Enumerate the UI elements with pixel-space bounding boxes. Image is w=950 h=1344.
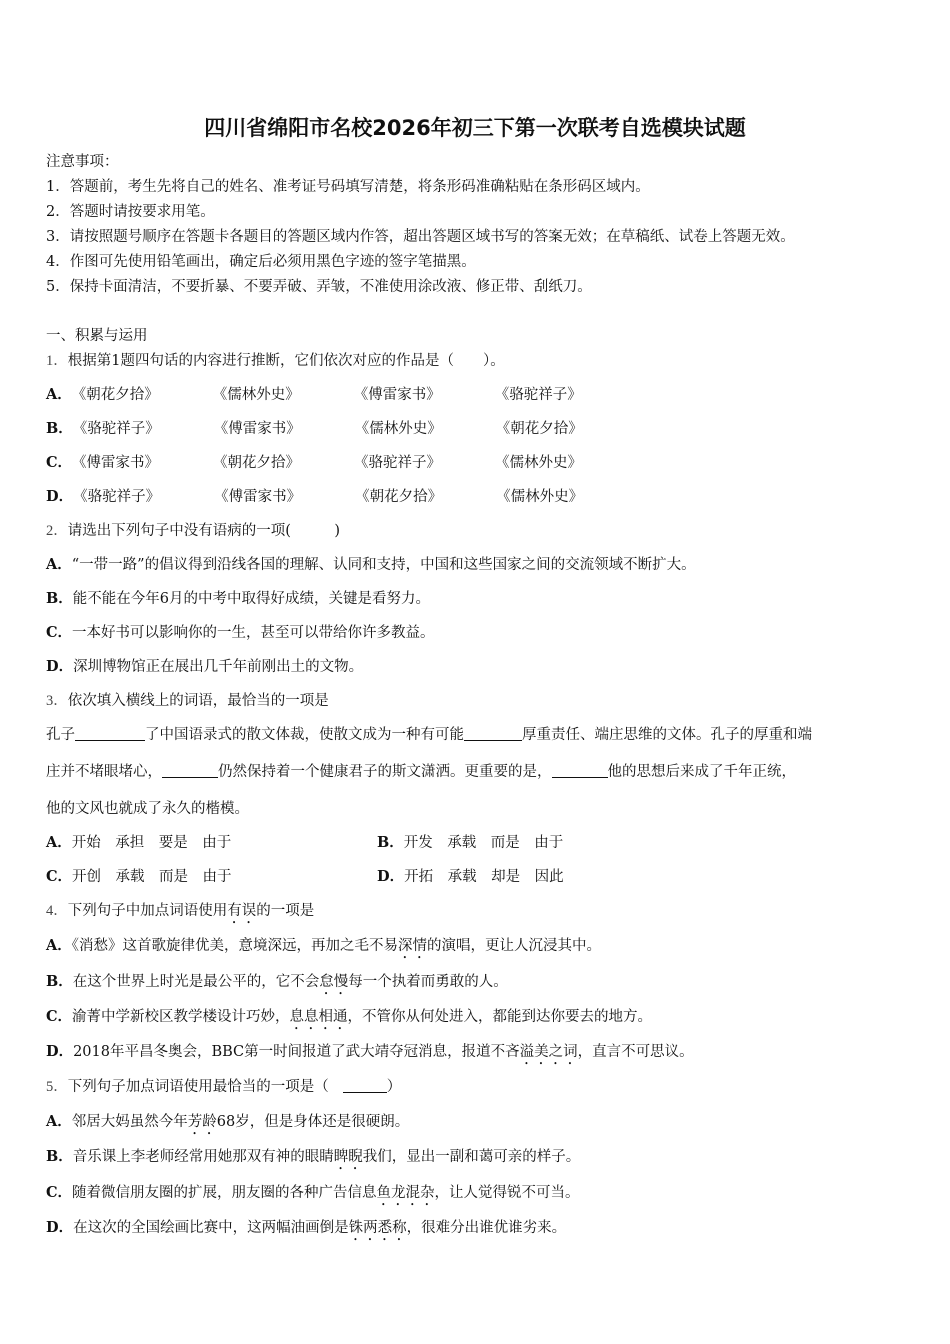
option-label: A． [46, 937, 72, 954]
q4-option-c[interactable] [46, 1008, 652, 1033]
option-label: D． [46, 1219, 74, 1236]
notice-item: 2．答题时请按要求用笔。 [46, 204, 215, 220]
q5-option-c[interactable] [46, 1184, 580, 1209]
question-5 [46, 1078, 401, 1096]
q1-option-d[interactable] [46, 488, 637, 506]
option-work: 《傅雷家书》 [353, 387, 441, 403]
question-stem: 下列句子加点词语使用最恰当的一项是（ [67, 1079, 329, 1095]
passage-text: 厚重责任、端庄思维的文体。孔子的厚重和端 [522, 727, 812, 743]
question-3 [46, 692, 329, 710]
question-1 [46, 352, 505, 370]
q5-option-d[interactable] [46, 1219, 566, 1244]
option-text: “一带一路”的倡议得到沿线各国的理解、认同和支持，中国和这些国家之间的交流领域不断扩大。 [71, 557, 696, 573]
option-text: 邻居大妈虽然今年 [71, 1114, 188, 1130]
dotted-word: 溢美之词 [519, 1044, 578, 1060]
q2-option-b[interactable] [46, 590, 430, 608]
option-label: C． [46, 454, 73, 471]
q3-option-c[interactable] [46, 868, 377, 886]
question-number: 5． [46, 1079, 68, 1095]
option-work: 《朝花夕拾》 [213, 455, 301, 471]
option-work: 《朝花夕拾》 [355, 489, 443, 505]
option-work: 《骆驼祥子》 [72, 421, 160, 437]
page-title: 四川省绵阳市名校2026年初三下第一次联考自选模块试题 [204, 116, 746, 140]
option-text: ，让人觉得锐不可当。 [434, 1185, 580, 1201]
option-label: D． [46, 658, 74, 675]
q3-option-d[interactable] [377, 868, 708, 886]
question-stem: 下列句子中加点词语使用 [67, 903, 228, 919]
question-number: 3． [46, 693, 68, 709]
question-4 [46, 902, 314, 927]
question-stem: ） [386, 1079, 402, 1095]
option-label: B． [46, 1148, 73, 1165]
option-label: C． [46, 868, 73, 885]
option-text: 我们，显出一副和蔼可亲的样子。 [362, 1149, 581, 1165]
q3-option-b[interactable] [377, 834, 708, 852]
q3-options-row [46, 868, 708, 886]
notice-item: 1．答题前，考生先将自己的姓名、准考证号码填写清楚，将条形码准确粘贴在条形码区域内。 [46, 179, 650, 195]
option-label: A． [46, 1113, 72, 1130]
dotted-word: 铢两悉称 [348, 1220, 407, 1236]
option-text: 开发 承载 而是 由于 [403, 835, 564, 851]
q2-option-d[interactable] [46, 658, 363, 676]
option-text: 能不能在今年6月的中考中取得好成绩，关键是看努力。 [72, 591, 430, 607]
fill-blank[interactable] [75, 726, 145, 741]
notice-item: 5．保持卡面清洁，不要折暴、不要弄破、弄皱，不准使用涂改液、修正带、刮纸刀。 [46, 279, 592, 295]
passage-text: 仍然保持着一个健康君子的斯文潇洒。更重要的是， [218, 764, 552, 780]
option-work: 《儒林外史》 [495, 455, 583, 471]
question-number: 4． [46, 903, 68, 919]
dotted-word: 深情 [398, 938, 428, 954]
option-text: 一本好书可以影响你的一生，甚至可以带给你许多教益。 [72, 625, 435, 641]
option-label: C． [46, 1184, 73, 1201]
q3-option-a[interactable] [46, 834, 377, 852]
question-stem: 的一项是 [256, 903, 315, 919]
option-work: 《傅雷家书》 [213, 421, 301, 437]
option-text: 渝菁中学新校区教学楼设计巧妙， [72, 1009, 290, 1025]
option-text: 深圳博物馆正在展出几千年前刚出土的文物。 [73, 659, 364, 675]
option-text: 2018年平昌冬奥会，BBC第一时间报道了武大靖夺冠消息，报道不吝 [73, 1044, 520, 1060]
q4-option-d[interactable] [46, 1043, 694, 1068]
option-work: 《儒林外史》 [496, 489, 584, 505]
option-text: 《消愁》这首歌旋律优美，意境深远，再加之毛不易 [71, 938, 399, 954]
option-label: C． [46, 624, 73, 641]
option-text: 68岁，但是身体还是很硬朗。 [216, 1114, 410, 1130]
q1-option-b[interactable] [46, 420, 637, 438]
q3-passage-line: 他的文风也就成了永久的楷模。 [46, 801, 249, 817]
option-label: D． [46, 1043, 74, 1060]
option-label: B． [46, 973, 73, 990]
option-label: D． [46, 488, 74, 505]
option-work: 《傅雷家书》 [72, 455, 160, 471]
option-text: 开创 承载 而是 由于 [72, 869, 232, 885]
dotted-word: 芳龄 [187, 1114, 217, 1130]
q1-option-a[interactable] [46, 386, 636, 404]
passage-text: 孔子 [46, 727, 75, 743]
fill-blank[interactable] [464, 726, 522, 741]
option-text: 音乐课上李老师经常用她那双有神的眼睛 [72, 1149, 334, 1165]
option-text: 在这次的全国绘画比赛中，这两幅油画倒是 [73, 1220, 349, 1236]
answer-blank[interactable] [343, 1078, 387, 1093]
question-2 [46, 522, 340, 540]
question-stem-emphasis: 有误 [227, 903, 257, 919]
option-label: A． [46, 834, 72, 851]
passage-text: 他的思想后来成了千年正统， [607, 764, 796, 780]
q5-option-a[interactable] [46, 1113, 409, 1138]
question-number: 1． [46, 353, 68, 369]
q2-option-c[interactable] [46, 624, 435, 642]
q1-option-c[interactable] [46, 454, 636, 472]
option-work: 《骆驼祥子》 [494, 387, 582, 403]
option-work: 《骆驼祥子》 [73, 489, 161, 505]
q3-passage-line [46, 726, 812, 744]
option-label: D． [377, 868, 405, 885]
option-text: ，不管你从何处进入，都能到达你要去的地方。 [347, 1009, 653, 1025]
question-number: 2． [46, 523, 68, 539]
option-text: ，很难分出谁优谁劣来。 [406, 1220, 567, 1236]
section-heading: 一、积累与运用 [46, 328, 148, 344]
option-label: B． [46, 590, 73, 607]
q2-option-a[interactable] [46, 556, 696, 574]
fill-blank[interactable] [162, 763, 218, 778]
q3-options-row [46, 834, 708, 852]
option-label: C． [46, 1008, 73, 1025]
option-work: 《儒林外史》 [212, 387, 300, 403]
option-text: 每一个执着而勇敢的人。 [348, 974, 508, 990]
question-stem: 请选出下列句子中没有语病的一项( ) [67, 523, 341, 539]
option-text: ，直言不可思议。 [577, 1044, 694, 1060]
option-label: B． [377, 834, 404, 851]
question-stem: 根据第1题四句话的内容进行推断，它们依次对应的作品是（ ）。 [67, 353, 505, 369]
dotted-word: 怠慢 [319, 974, 349, 990]
option-text: 的演唱，更让人沉浸其中。 [427, 938, 602, 954]
option-work: 《骆驼祥子》 [354, 455, 442, 471]
option-text: 在这个世界上时光是最公平的，它不会 [72, 974, 320, 990]
notice-item: 3．请按照题号顺序在答题卡各题目的答题区域内作答，超出答题区域书写的答案无效；在草稿纸、试卷上答题无效。 [46, 229, 795, 245]
option-text: 开始 承担 要是 由于 [71, 835, 232, 851]
option-label: A． [46, 556, 72, 573]
dotted-word: 鱼龙混杂 [376, 1185, 435, 1201]
option-text: 开拓 承载 却是 因此 [404, 869, 564, 885]
q3-passage-line [46, 763, 796, 781]
question-stem: 依次填入横线上的词语，最恰当的一项是 [67, 693, 329, 709]
option-text: 随着微信朋友圈的扩展，朋友圈的各种广告信息 [72, 1185, 377, 1201]
passage-text: 庄并不堵眼堵心， [46, 764, 162, 780]
option-label: A． [46, 386, 72, 403]
passage-text: 了中国语录式的散文体裁，使散文成为一种有可能 [145, 727, 464, 743]
notice-heading: 注意事项： [46, 154, 119, 170]
q5-option-b[interactable] [46, 1148, 580, 1173]
fill-blank[interactable] [552, 763, 608, 778]
dotted-word: 息息相通 [289, 1009, 348, 1025]
option-work: 《傅雷家书》 [214, 489, 302, 505]
option-work: 《儒林外史》 [354, 421, 442, 437]
q4-option-b[interactable] [46, 973, 508, 998]
notice-item: 4．作图可先使用铅笔画出，确定后必须用黑色字迹的签字笔描黑。 [46, 254, 476, 270]
q4-option-a[interactable] [46, 937, 601, 962]
option-work: 《朝花夕拾》 [495, 421, 583, 437]
option-work: 《朝花夕拾》 [71, 387, 159, 403]
dotted-word: 睥睨 [333, 1149, 363, 1165]
option-label: B． [46, 420, 73, 437]
